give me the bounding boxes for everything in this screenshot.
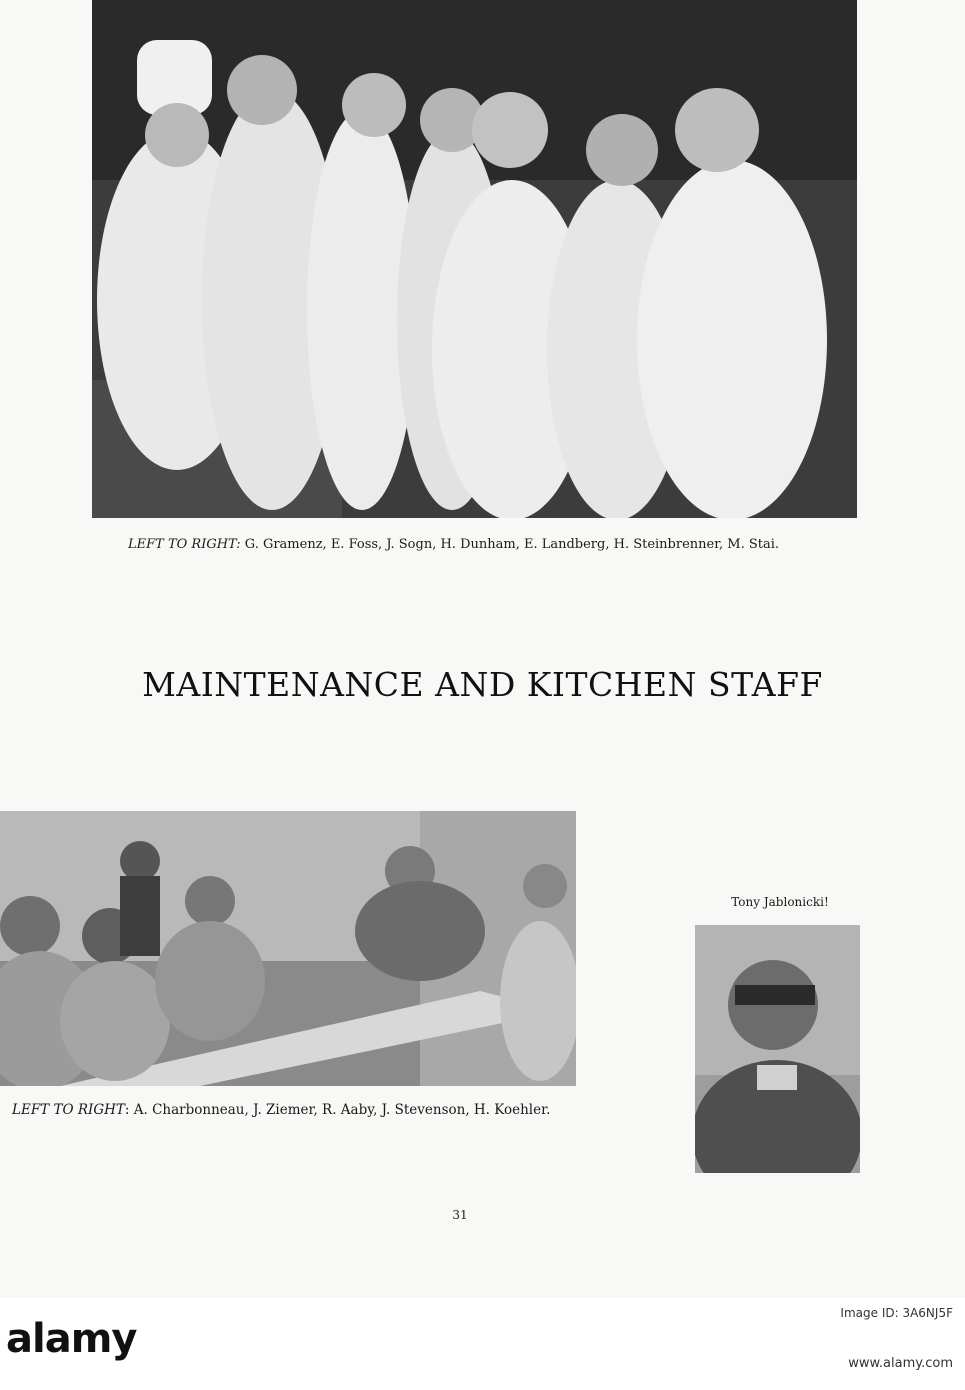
maintenance-staff-caption — [12, 1102, 582, 1118]
caption-names: : A. Charbonneau, J. Ziemer, R. Aaby, J. Stevenson, H. Koehler. — [124, 1102, 551, 1118]
page-number: 31 — [452, 1208, 468, 1222]
brand-logo: alamy — [6, 1316, 137, 1362]
portrait-photo — [695, 925, 860, 1173]
caption-lead: LEFT TO RIGHT: — [128, 537, 241, 552]
portrait-caption: Tony Jablonicki! — [731, 895, 829, 909]
caption-names: G. Gramenz, E. Foss, J. Sogn, H. Dunham, E. Landberg, H. Steinbrenner, M. Stai. — [240, 537, 780, 552]
kitchen-staff-photo — [92, 0, 857, 518]
footer-bar — [0, 1298, 965, 1390]
maintenance-staff-photo — [0, 811, 576, 1086]
kitchen-staff-caption — [128, 537, 858, 553]
section-title: MAINTENANCE AND KITCHEN STAFF — [142, 665, 823, 704]
image-id-label: Image ID: 3A6NJ5F — [840, 1306, 953, 1320]
site-url[interactable]: www.alamy.com — [848, 1356, 953, 1371]
caption-lead: LEFT TO RIGHT — [12, 1102, 125, 1118]
